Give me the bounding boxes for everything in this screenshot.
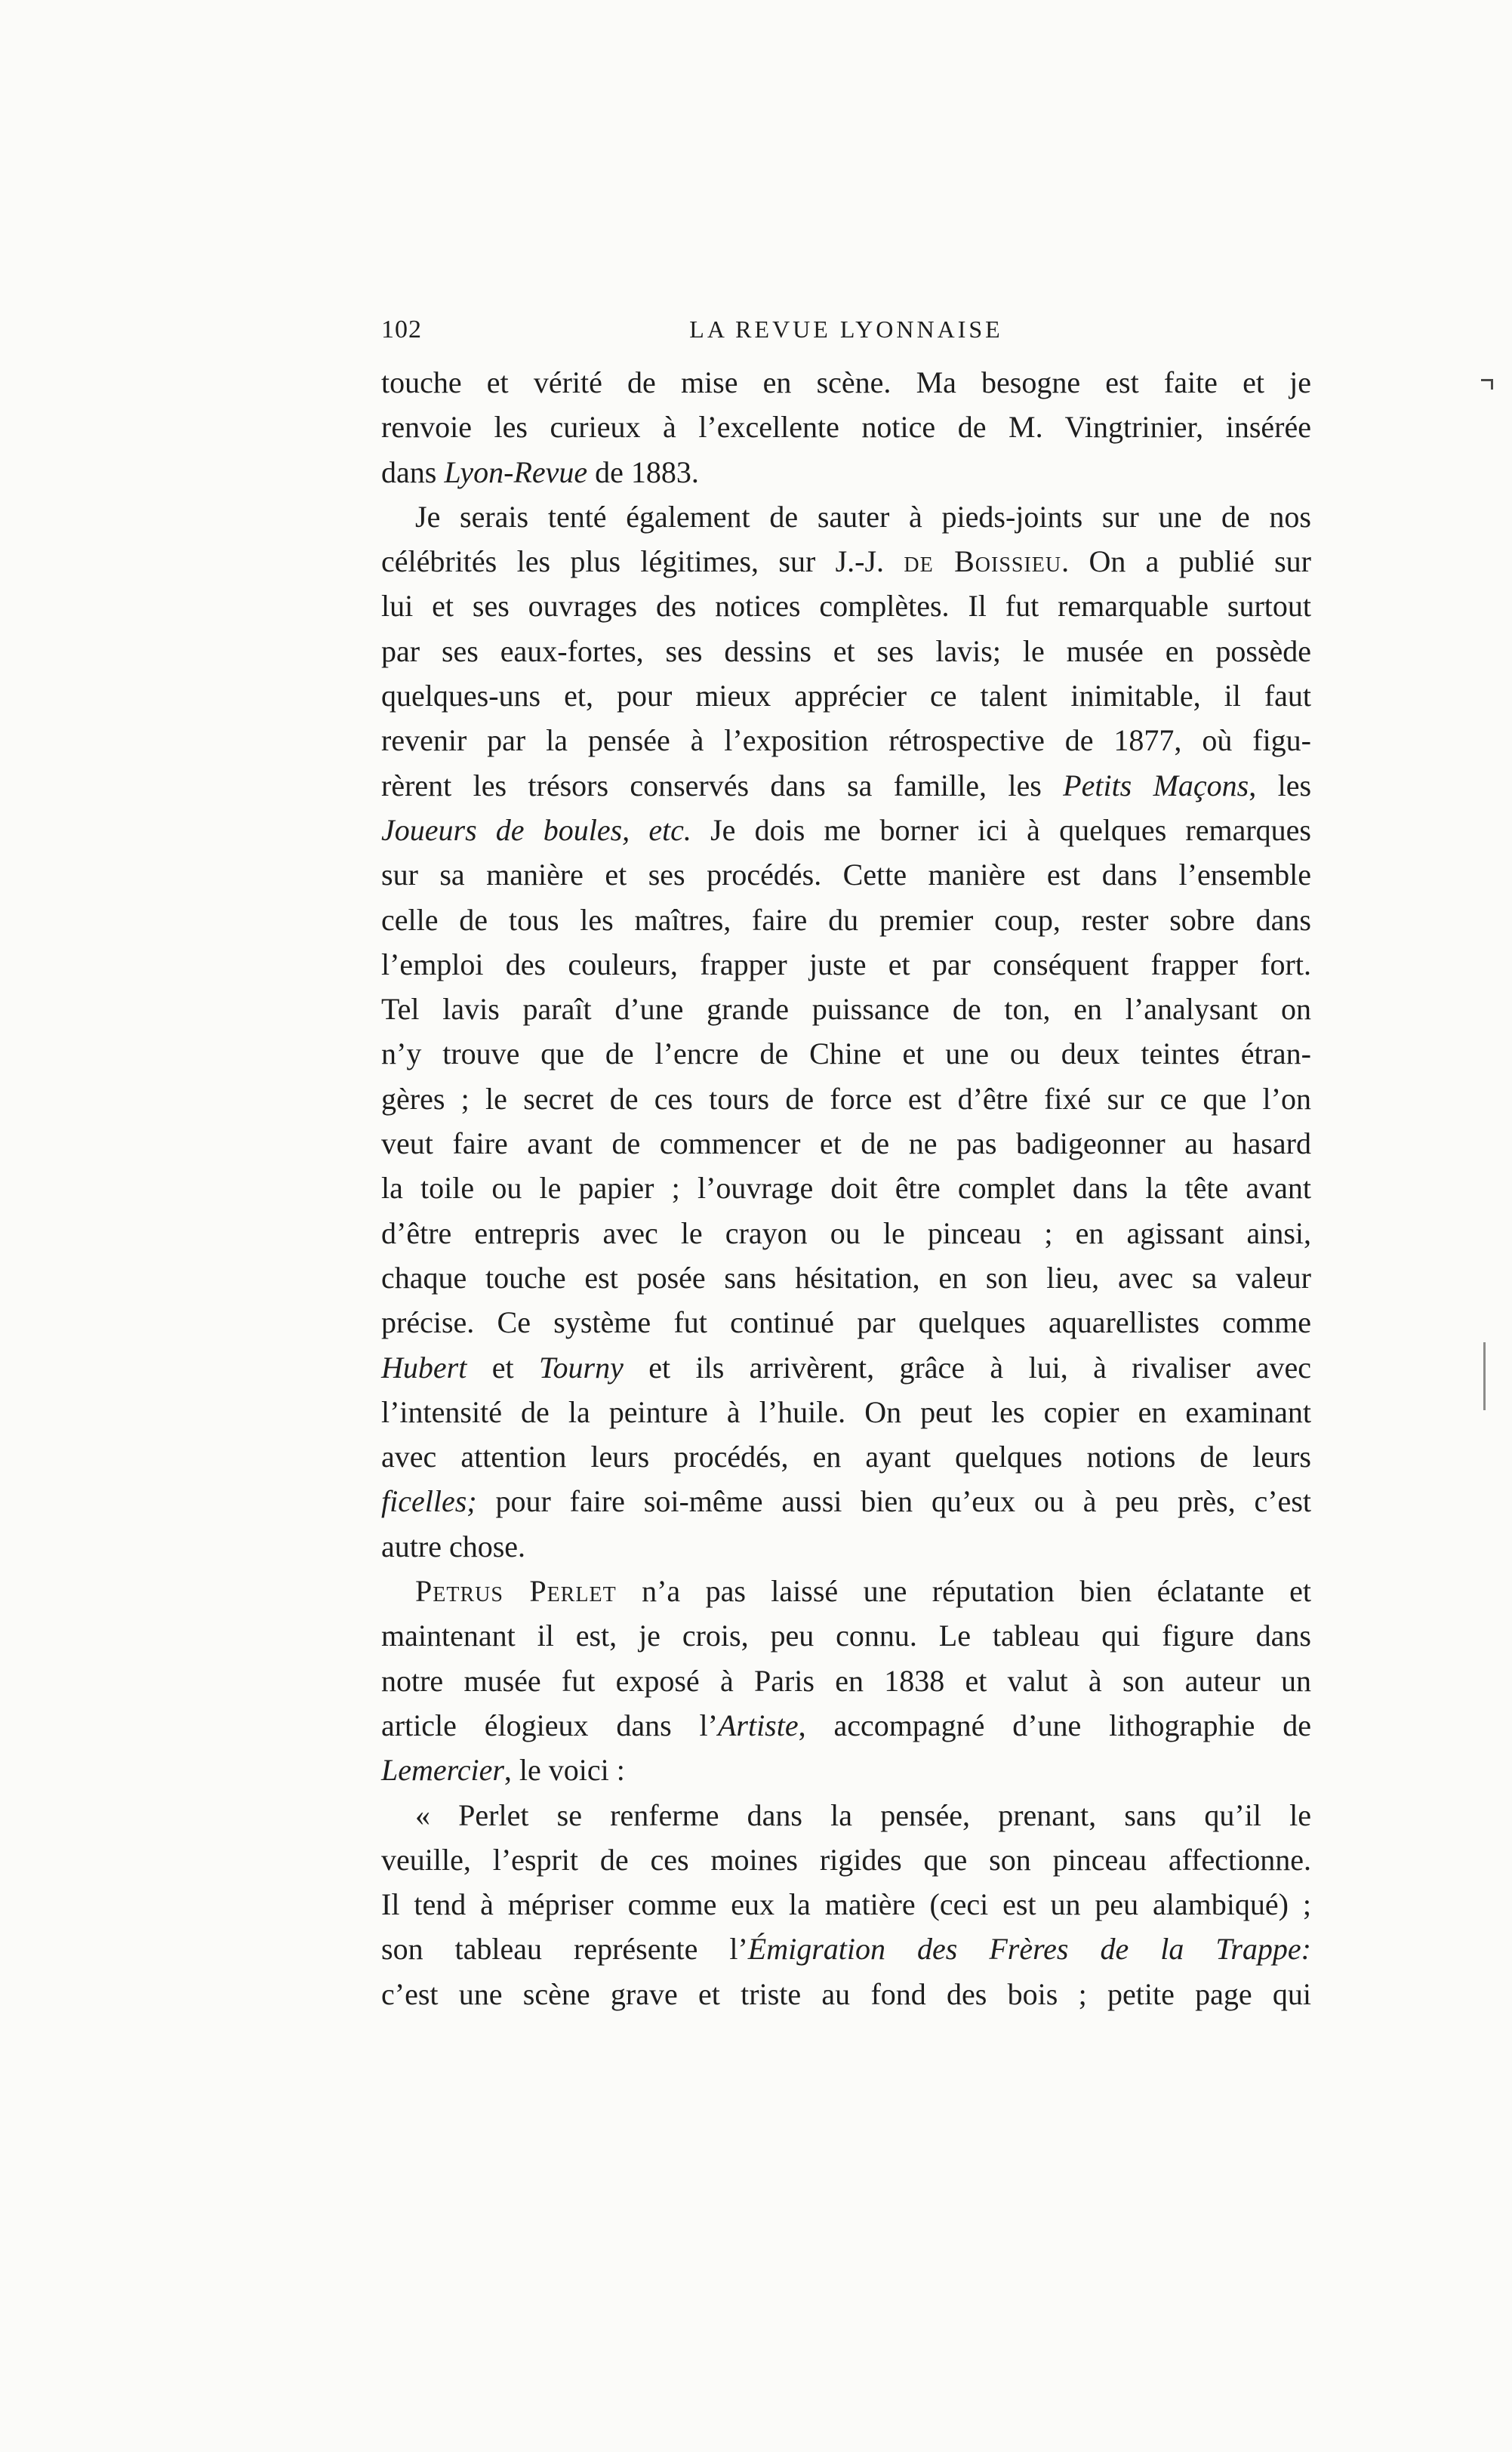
body-text: [381, 360, 1311, 2016]
italic-text: ficelles;: [381, 1484, 477, 1519]
text-line: Hubert et Tourny et ils arrivèrent, grâce à lui, à rivaliser avec: [381, 1350, 1311, 1385]
text-line: maintenant il est, je crois, peu connu. Le tableau qui figure dans: [381, 1619, 1311, 1653]
text-line: renvoie les curieux à l’excellente notice de M. Vingtrinier, insérée: [381, 410, 1311, 445]
text-line: article élogieux dans l’Artiste, accompagné d’une lithographie de: [381, 1708, 1311, 1742]
text-line: chaque touche est posée sans hésitation, en son lieu, avec sa valeur: [381, 1260, 1311, 1295]
text-line: Joueurs de boules, etc. Je dois me borner ici à quelques remarques: [381, 812, 1311, 847]
scan-corner-mark: [1481, 379, 1493, 390]
text-line: quelques-uns et, pour mieux apprécier ce talent inimitable, il faut: [381, 679, 1311, 713]
page-number: 102: [381, 316, 422, 343]
text-line: ficelles; pour faire soi-même aussi bien qu’eux ou à peu près, c’est: [381, 1484, 1311, 1519]
text-line: Je serais tenté également de sauter à pieds-joints sur une de nos: [415, 499, 1311, 534]
running-title: LA REVUE LYONNAISE: [689, 316, 1003, 343]
text-line: rèrent les trésors conservés dans sa famille, les Petits Maçons, les: [381, 768, 1312, 802]
italic-text: Petits Maçons: [1063, 768, 1249, 802]
text-line: notre musée fut exposé à Paris en 1838 et valut à son auteur un: [381, 1663, 1311, 1698]
text-line: veut faire avant de commencer et de ne pas badigeonner au hasard: [381, 1126, 1311, 1161]
italic-text: Émigration des Frères de la Trappe:: [747, 1932, 1311, 1967]
text-line: Tel lavis paraît d’une grande puissance de ton, en l’analysant on: [381, 992, 1311, 1027]
text-line: par ses eaux-fortes, ses dessins et ses lavis; le musée en possède: [381, 633, 1311, 668]
text-line: avec attention leurs procédés, en ayant quelques notions de leurs: [381, 1440, 1311, 1474]
italic-text: Lyon-Revue: [444, 454, 588, 489]
italic-text: Joueurs de boules, etc.: [381, 812, 691, 847]
italic-text: Tourny: [538, 1350, 624, 1385]
text-line: son tableau représente l’Émigration des Frères de la Trappe:: [381, 1932, 1311, 1967]
text-line: lui et ses ouvrages des notices complètes. Il fut remarquable surtout: [381, 589, 1311, 624]
text-line: célébrités les plus légitimes, sur J.-J. de Boissieu. On a publié sur: [381, 544, 1311, 579]
text-line: la toile ou le papier ; l’ouvrage doit être complet dans la tête avant: [381, 1171, 1311, 1206]
text-line: Petrus Perlet n’a pas laissé une réputation bien éclatante et: [415, 1574, 1311, 1609]
text-line: celle de tous les maîtres, faire du premier coup, rester sobre dans: [381, 902, 1311, 937]
text-line: Il tend à mépriser comme eux la matière (ceci est un peu alambiqué) ;: [381, 1887, 1311, 1922]
text-line: revenir par la pensée à l’exposition rétrospective de 1877, où figu-: [381, 723, 1311, 758]
text-line: l’emploi des couleurs, frapper juste et par conséquent frapper fort.: [381, 947, 1311, 981]
text-line: sur sa manière et ses procédés. Cette manière est dans l’ensemble: [381, 858, 1311, 892]
text-line: n’y trouve que de l’encre de Chine et une ou deux teintes étran-: [381, 1037, 1311, 1071]
text-line: autre chose.: [381, 1529, 526, 1563]
text-line: dans Lyon-Revue de 1883.: [381, 454, 699, 489]
small-caps-name: Petrus Perlet: [415, 1574, 617, 1609]
text-line: précise. Ce système fut continué par quelques aquarellistes comme: [381, 1305, 1311, 1340]
text-line: touche et vérité de mise en scène. Ma besogne est faite et je: [381, 365, 1311, 399]
text-line: veuille, l’esprit de ces moines rigides que son pinceau affectionne.: [381, 1842, 1311, 1877]
text-line: d’être entrepris avec le crayon ou le pinceau ; en agissant ainsi,: [381, 1215, 1311, 1250]
text-line: Lemercier, le voici :: [381, 1753, 625, 1788]
page-header: [381, 316, 1311, 353]
text-line: « Perlet se renferme dans la pensée, prenant, sans qu’il le: [415, 1797, 1311, 1832]
text-line: gères ; le secret de ces tours de force est d’être fixé sur ce que l’on: [381, 1081, 1311, 1116]
small-caps-name: de Boissieu: [904, 544, 1062, 579]
text-line: l’intensité de la peinture à l’huile. On peut les copier en examinant: [381, 1394, 1311, 1429]
italic-text: Artiste: [717, 1708, 799, 1742]
text-line: c’est une scène grave et triste au fond des bois ; petite page qui: [381, 1976, 1311, 2011]
italic-text: Lemercier: [381, 1753, 504, 1788]
italic-text: Hubert: [381, 1350, 467, 1385]
scan-margin-mark: [1483, 1342, 1486, 1410]
